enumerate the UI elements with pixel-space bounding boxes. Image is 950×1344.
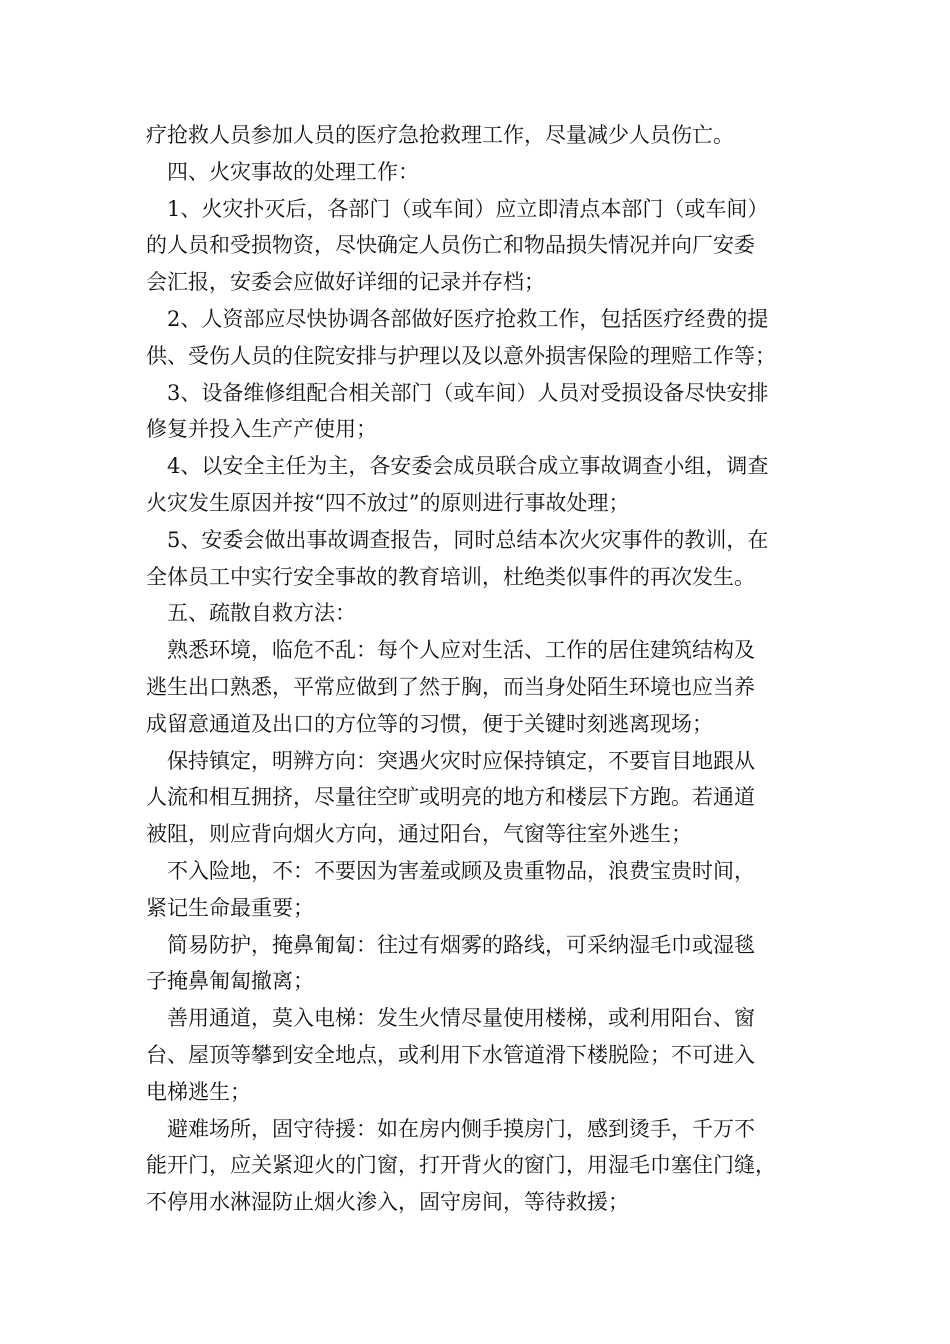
text-line: 供、受伤人员的住院安排与护理以及以意外损害保险的理赔工作等； [146,343,776,368]
text-line: 电梯逃生； [146,1079,251,1104]
text-line: 疗抢救人员参加人员的医疗急抢救理工作，尽量减少人员伤亡。 [146,123,734,147]
text-line: 全体员工中实行安全事故的教育培训，杜绝类似事件的再次发生。 [146,564,755,589]
text-line: 能开门，应关紧迎火的门窗，打开背火的窗门，用湿毛巾塞住门缝， [146,1153,776,1178]
text-line: 的人员和受损物资，尽快确定人员伤亡和物品损失情况并向厂安委 [146,233,755,258]
text-line: 不停用水淋湿防止烟火渗入，固守房间，等待救援； [146,1190,629,1215]
text-line: 5、安委会做出事故调查报告，同时总结本次火灾事件的教训，在 [167,527,769,552]
text-line: 不入险地，不：不要因为害羞或顾及贵重物品，浪费宝贵时间， [167,858,755,883]
text-line: 4、以安全主任为主，各安委会成员联合成立事故调查小组，调查 [167,454,769,479]
text-line: 熟悉环境，临危不乱：每个人应对生活、工作的居住建筑结构及 [167,638,755,663]
text-line: 保持镇定，明辨方向：突遇火灾时应保持镇定，不要盲目地跟从 [167,748,755,773]
text-line: 台、屋顶等攀到安全地点，或利用下水管道滑下楼脱险；不可进入 [146,1042,755,1067]
text-line: 3、设备维修组配合相关部门（或车间）人员对受损设备尽快安排 [167,380,769,405]
text-line: 子掩鼻匍匐撤离； [146,969,314,994]
text-line: 成留意通道及出口的方位等的习惯，便于关键时刻逃离现场； [146,711,713,736]
document-body [146,117,826,1221]
text-line: 避难场所，固守待援：如在房内侧手摸房门，感到烫手，千万不 [167,1116,755,1141]
section-heading: 五、疏散自救方法： [167,601,356,626]
section-heading: 四、火灾事故的处理工作： [167,159,419,184]
text-line: 2、人资部应尽快协调各部做好医疗抢救工作，包括医疗经费的提 [167,306,769,331]
text-line: 火灾发生原因并按“四不放过”的原则进行事故处理； [146,490,630,515]
text-line: 被阻，则应背向烟火方向，通过阳台，气窗等往室外逃生； [146,822,692,847]
text-line: 简易防护，掩鼻匍匐：往过有烟雾的路线，可采纳湿毛巾或湿毯 [167,932,755,957]
text-line: 修复并投入生产产使用； [146,417,377,442]
text-line: 人流和相互拥挤，尽量往空旷或明亮的地方和楼层下方跑。若通道 [146,785,755,810]
text-line: 会汇报，安委会应做好详细的记录并存档； [146,270,545,295]
text-line: 紧记生命最重要； [146,895,314,920]
text-line: 善用通道，莫入电梯：发生火情尽量使用楼梯，或利用阳台、窗 [167,1006,755,1031]
text-line: 1、火灾扑灭后，各部门（或车间）应立即清点本部门（或车间） [167,196,769,221]
text-line: 逃生出口熟悉，平常应做到了然于胸，而当身处陌生环境也应当养 [146,674,755,699]
